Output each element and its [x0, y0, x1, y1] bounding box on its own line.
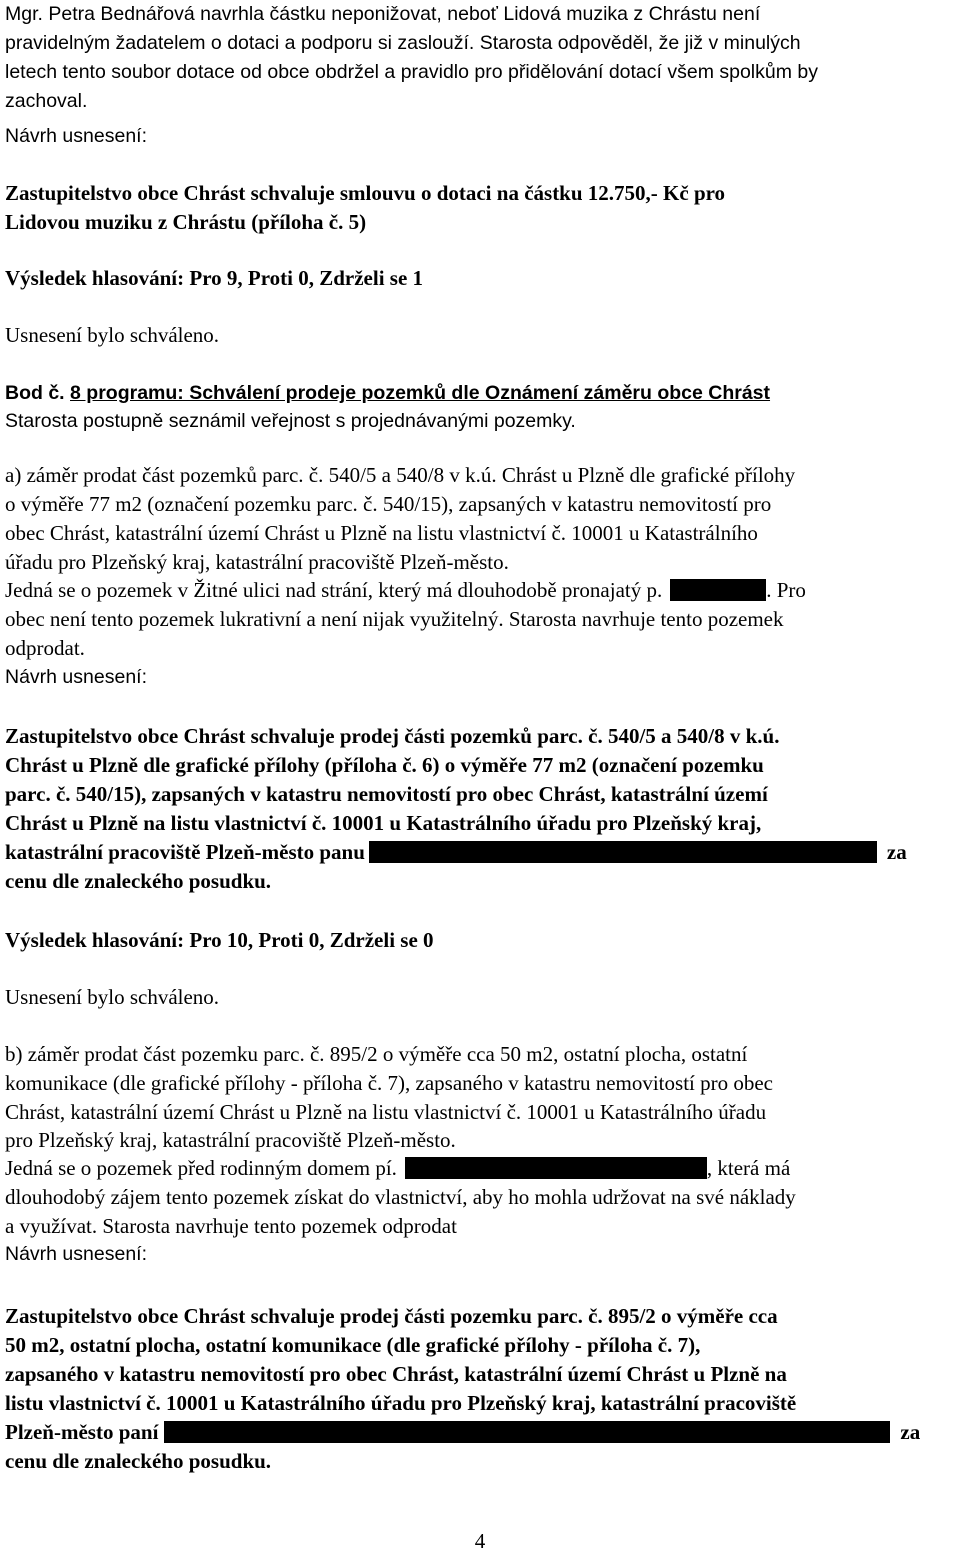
resolution-line: Chrást u Plzně dle grafické přílohy (příloha č. 6) o výměře 77 m2 (označení pozemku [5, 753, 764, 777]
resolution-line: zapsaného v katastru nemovitostí pro obec Chrást, katastrální území Chrást u Plzně na [5, 1362, 787, 1386]
resolution-line: Lidovou muziku z Chrástu (příloha č. 5) [5, 210, 367, 234]
resolution-line [5, 1418, 920, 1447]
redaction-block [164, 1421, 890, 1443]
paragraph-line: a) záměr prodat část pozemků parc. č. 540/5 a 540/8 v k.ú. Chrást u Plzně dle grafické přílohy [5, 463, 796, 487]
paragraph-line: Chrást, katastrální území Chrást u Plzně na listu vlastnictví č. 10001 u Katastrálního úřadu [5, 1100, 767, 1124]
paragraph-line: pro Plzeňský kraj, katastrální pracoviště Plzeň-město. [5, 1128, 456, 1152]
approved-note: Usnesení bylo schváleno. [5, 323, 220, 347]
paragraph-line: pravidelným žadatelem o dotaci a podporu si zaslouží. Starosta odpověděl, že již v minulých [5, 32, 801, 54]
paragraph-line: b) záměr prodat část pozemku parc. č. 895/2 o výměře cca 50 m2, ostatní plocha, ostatní [5, 1042, 748, 1066]
agenda-item-prefix: Bod č. [5, 382, 65, 404]
resolution-line: cenu dle znaleckého posudku. [5, 1449, 272, 1473]
resolution-line: parc. č. 540/15), zapsaných v katastru nemovitostí pro obec Chrást, katastrální území [5, 782, 768, 806]
line-text: Jedná se o pozemek v Žitné ulici nad strání, který má dlouhodobě pronajatý p. [5, 578, 663, 602]
line-text: za [886, 840, 907, 864]
proposal-label: Návrh usnesení: [5, 1243, 147, 1265]
proposal-label: Návrh usnesení: [5, 666, 147, 688]
resolution-line: listu vlastnictví č. 10001 u Katastrálního úřadu pro Plzeňský kraj, katastrální pracoviště [5, 1391, 797, 1415]
paragraph-line: odprodat. [5, 636, 85, 660]
page-number: 4 [474, 1529, 486, 1553]
paragraph-line: úřadu pro Plzeňský kraj, katastrální pracoviště Plzeň-město. [5, 550, 509, 574]
agenda-item-heading [5, 379, 770, 408]
proposal-label: Návrh usnesení: [5, 125, 147, 147]
agenda-intro: Starosta postupně seznámil veřejnost s projednávanými pozemky. [5, 410, 576, 432]
paragraph-line [5, 576, 806, 605]
vote-result: Výsledek hlasování: Pro 10, Proti 0, Zdrželi se 0 [5, 928, 434, 952]
paragraph-line: komunikace (dle grafické přílohy - příloha č. 7), zapsaného v katastru nemovitostí pro obec [5, 1071, 773, 1095]
line-text: Jedná se o pozemek před rodinným domem pí. [5, 1156, 397, 1180]
paragraph-line: Mgr. Petra Bednářová navrhla částku neponižovat, neboť Lidová muzika z Chrástu není [5, 3, 761, 25]
paragraph-line: o výměře 77 m2 (označení pozemku parc. č. 540/15), zapsaných v katastru nemovitostí pro [5, 492, 772, 516]
resolution-line: cenu dle znaleckého posudku. [5, 869, 272, 893]
line-text: , která má [706, 1156, 791, 1180]
resolution-line: 50 m2, ostatní plocha, ostatní komunikace (dle grafické přílohy - příloha č. 7), [5, 1333, 701, 1357]
paragraph-line [5, 1154, 790, 1183]
approved-note: Usnesení bylo schváleno. [5, 985, 220, 1009]
resolution-line [5, 179, 955, 208]
resolution-line: Zastupitelstvo obce Chrást schvaluje prodej části pozemků parc. č. 540/5 a 540/8 v k.ú. [5, 724, 780, 748]
redaction-block [670, 579, 766, 601]
resolution-line [5, 838, 907, 867]
line-text: katastrální pracoviště Plzeň-město panu [5, 840, 365, 864]
resolution-line: Zastupitelstvo obce Chrást schvaluje prodej části pozemku parc. č. 895/2 o výměře cca [5, 1304, 778, 1328]
paragraph-line: obec Chrást, katastrální území Chrást u Plzně na listu vlastnictví č. 10001 u Katastrálního [5, 521, 758, 545]
paragraph-line: a využívat. Starosta navrhuje tento pozemek odprodat [5, 1214, 457, 1238]
resolution-line: Chrást u Plzně na listu vlastnictví č. 10001 u Katastrálního úřadu pro Plzeňský kraj, [5, 811, 762, 835]
resolution-text: Zastupitelstvo obce Chrást schvaluje smlouvu o dotaci na částku 12.750,- Kč pro [5, 181, 726, 205]
redaction-block [369, 841, 877, 863]
line-text: za [900, 1420, 921, 1444]
line-text: . Pro [766, 578, 806, 602]
paragraph-line: obec není tento pozemek lukrativní a není nijak využitelný. Starosta navrhuje tento pozemek [5, 607, 784, 631]
paragraph-line: zachoval. [5, 90, 88, 112]
redaction-block [405, 1157, 707, 1179]
paragraph-line: dlouhodobý zájem tento pozemek získat do vlastnictví, aby ho mohla udržovat na své náklady [5, 1185, 796, 1209]
vote-result: Výsledek hlasování: Pro 9, Proti 0, Zdrželi se 1 [5, 266, 424, 290]
paragraph-line: letech tento soubor dotace od obce obdržel a pravidlo pro přidělování dotací všem spolkům by [5, 61, 818, 83]
line-text: Plzeň-město paní [5, 1420, 159, 1444]
agenda-item-title: 8 programu: Schválení prodeje pozemků dle Oznámení záměru obce Chrást [70, 382, 771, 404]
